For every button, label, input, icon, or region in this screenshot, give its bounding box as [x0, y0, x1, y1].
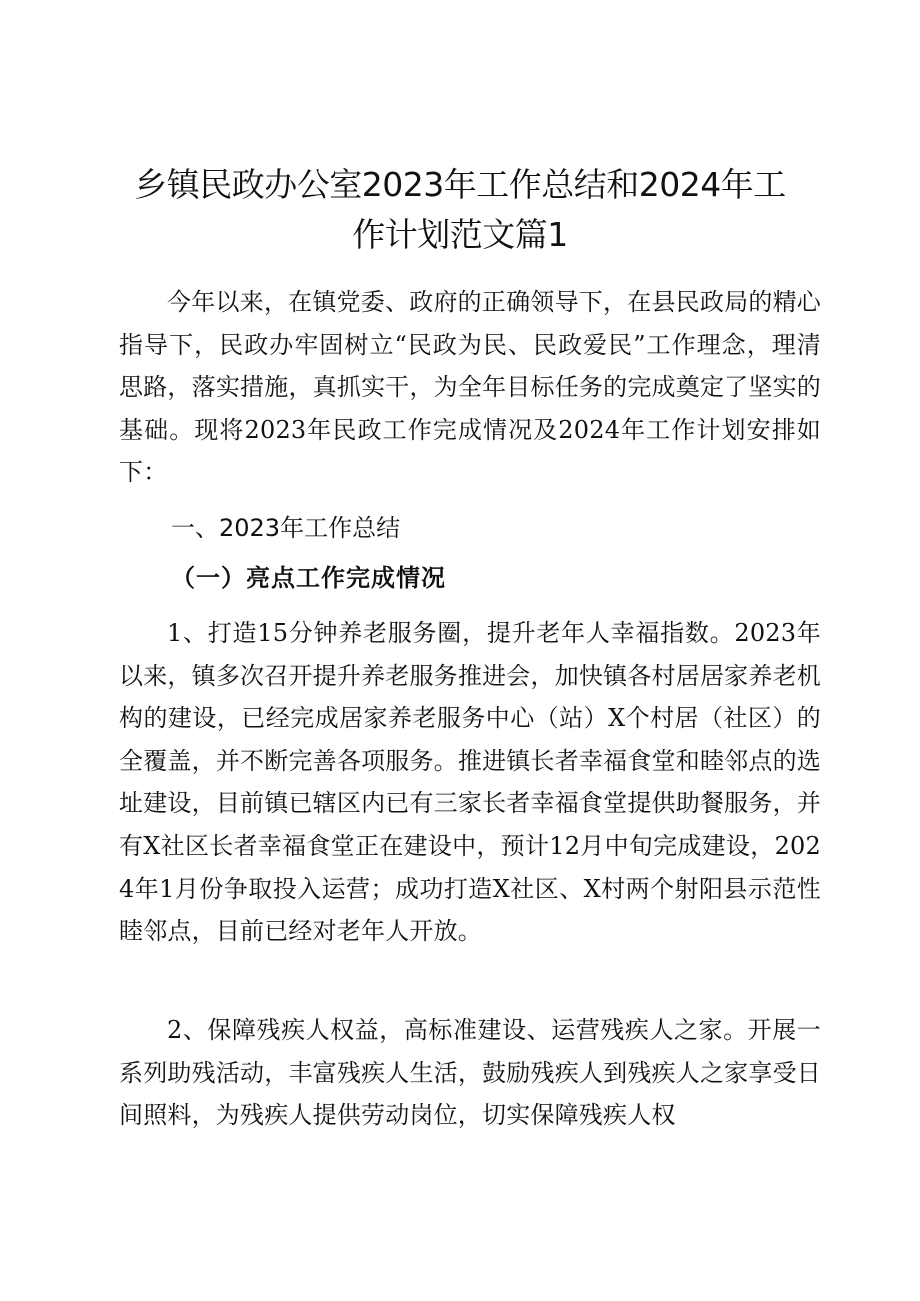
document-title-line-1: 乡镇民政办公室2023年工作总结和2024年工 — [134, 165, 786, 204]
section-heading-2023-summary: 一、2023年工作总结 — [171, 514, 401, 542]
subsection-heading-highlights: （一）亮点工作完成情况 — [171, 563, 446, 592]
paragraph-item-1-elderly-care: 1、打造15分钟养老服务圈，提升老年人幸福指数。2023年以来，镇多次召开提升养老服务推进会，加快镇各村居居家养老机构的建设，已经完成居家养老服务中心（站）X个村居（社区）的全覆盖，并不断完善各项服务。推进镇长者幸福食堂和睦邻点的选址建设，目前镇已辖区内已有三家长者幸福食堂提供助餐服务，并有X社区长者幸福食堂正在建设中，预计12月中旬完成建设，2024年1月份争取投入运营；成功打造X社区、X村两个射阳县示范性睦邻点，目前已经对老年人开放。 — [119, 619, 821, 946]
paragraph-item-2-disability: 2、保障残疾人权益，高标准建设、运营残疾人之家。开展一系列助残活动，丰富残疾人生活，鼓励残疾人到残疾人之家享受日间照料，为残疾人提供劳动岗位，切实保障残疾人权 — [119, 1016, 821, 1130]
document-title-line-2: 作计划范文篇1 — [352, 215, 568, 254]
document-title — [100, 160, 820, 260]
intro-paragraph: 今年以来，在镇党委、政府的正确领导下，在县民政局的精心指导下，民政办牢固树立“民政为民、民政爱民”工作理念，理清思路，落实措施，真抓实干，为全年目标任务的完成奠定了坚实的基础。现将2023年民政工作完成情况及2024年工作计划安排如下： — [119, 288, 821, 487]
